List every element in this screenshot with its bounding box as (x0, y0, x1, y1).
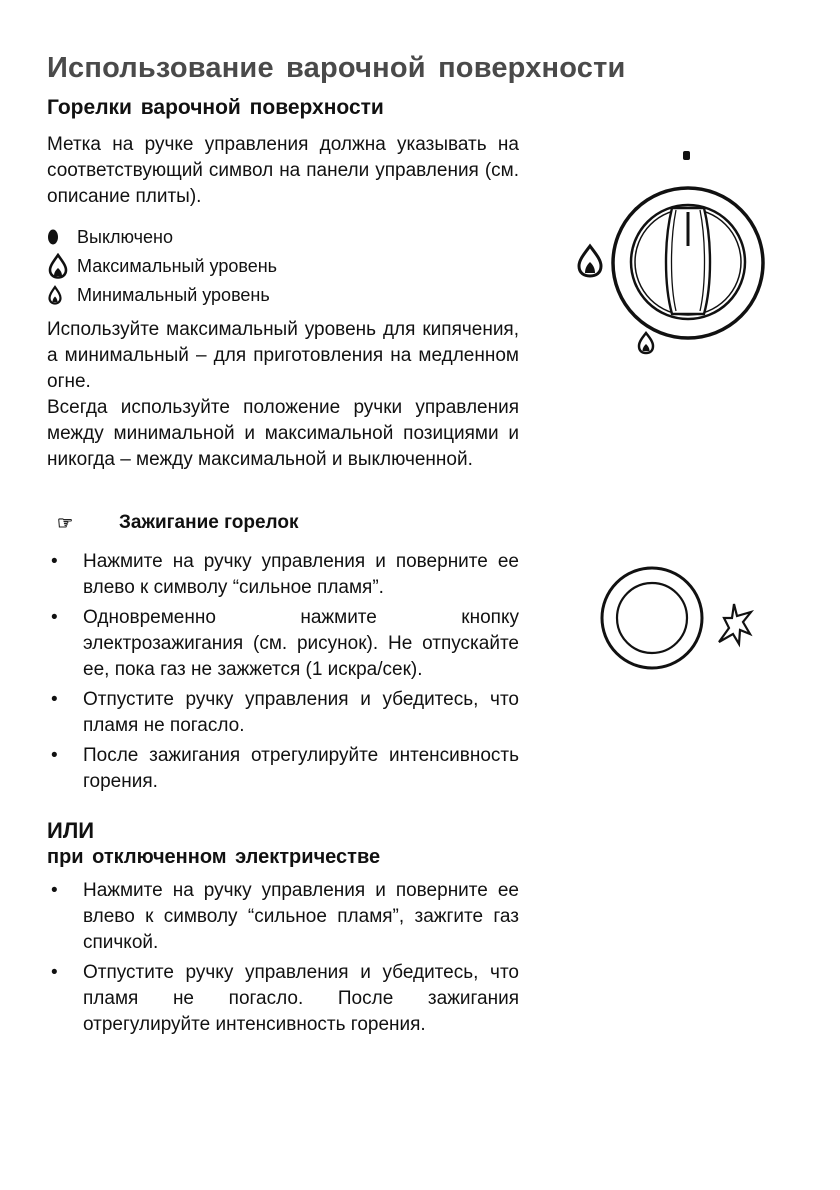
intro-paragraph: Метка на ручке управления должна указывать на соответствующий символ на панели управления (см. описание плиты). (47, 134, 519, 207)
large-flame-icon (47, 253, 77, 279)
list-item: • Отпустите ручку управления и убедитесь, что пламя не погасло. После зажигания отрегулируйте интенсивность горения. (51, 962, 519, 1035)
list-item: • Нажмите на ручку управления и поверните ее влево к символу “сильное пламя”, зажгите газ спичкой. (51, 880, 519, 953)
always-paragraph: Всегда используйте положение ручки управления между минимальной и максимальной позициями и никогда – между максимальной и выключенной. (47, 397, 519, 470)
list-item: • Нажмите на ручку управления и поверните ее влево к символу “сильное пламя”. (51, 551, 519, 598)
legend-label: Максимальный уровень (77, 255, 278, 276)
ignition-button-diagram (595, 565, 765, 675)
legend-item-max (47, 251, 277, 280)
legend-item-off (47, 222, 277, 251)
section-title-burners: Горелки варочной поверхности (47, 96, 384, 119)
legend-item-min (47, 280, 277, 309)
spark-icon (719, 604, 751, 644)
off-dot-icon (47, 228, 77, 246)
ignition-steps (47, 549, 519, 799)
list-item: • После зажигания отрегулируйте интенсивность горения. (51, 745, 519, 792)
list-item: • Отпустите ручку управления и убедитесь, что пламя не погасло. (51, 689, 519, 736)
large-flame-icon (579, 246, 601, 276)
off-position-mark (683, 151, 690, 160)
symbol-legend (47, 222, 277, 309)
no-power-steps (47, 878, 519, 1042)
page-title: Использование варочной поверхности (47, 52, 626, 84)
no-power-heading: при отключенном электричестве (47, 846, 381, 868)
ignition-heading-text: Зажигание горелок (119, 512, 299, 533)
usage-paragraph: Используйте максимальный уровень для кипячения, а минимальный – для приготовления на медленном огне. (47, 319, 519, 392)
small-flame-icon (639, 333, 653, 353)
legend-label: Минимальный уровень (77, 284, 270, 305)
small-flame-icon (47, 285, 77, 305)
or-label: ИЛИ (47, 818, 95, 843)
legend-label: Выключено (77, 226, 173, 247)
pointing-hand-icon: ☞ (57, 512, 74, 533)
ignition-heading (57, 512, 298, 534)
list-item: • Одновременно нажмите кнопку электрозажигания (см. рисунок). Не отпускайте ее, пока газ не зажжется (1 искра/сек). (51, 607, 519, 680)
control-knob-diagram (570, 145, 770, 370)
